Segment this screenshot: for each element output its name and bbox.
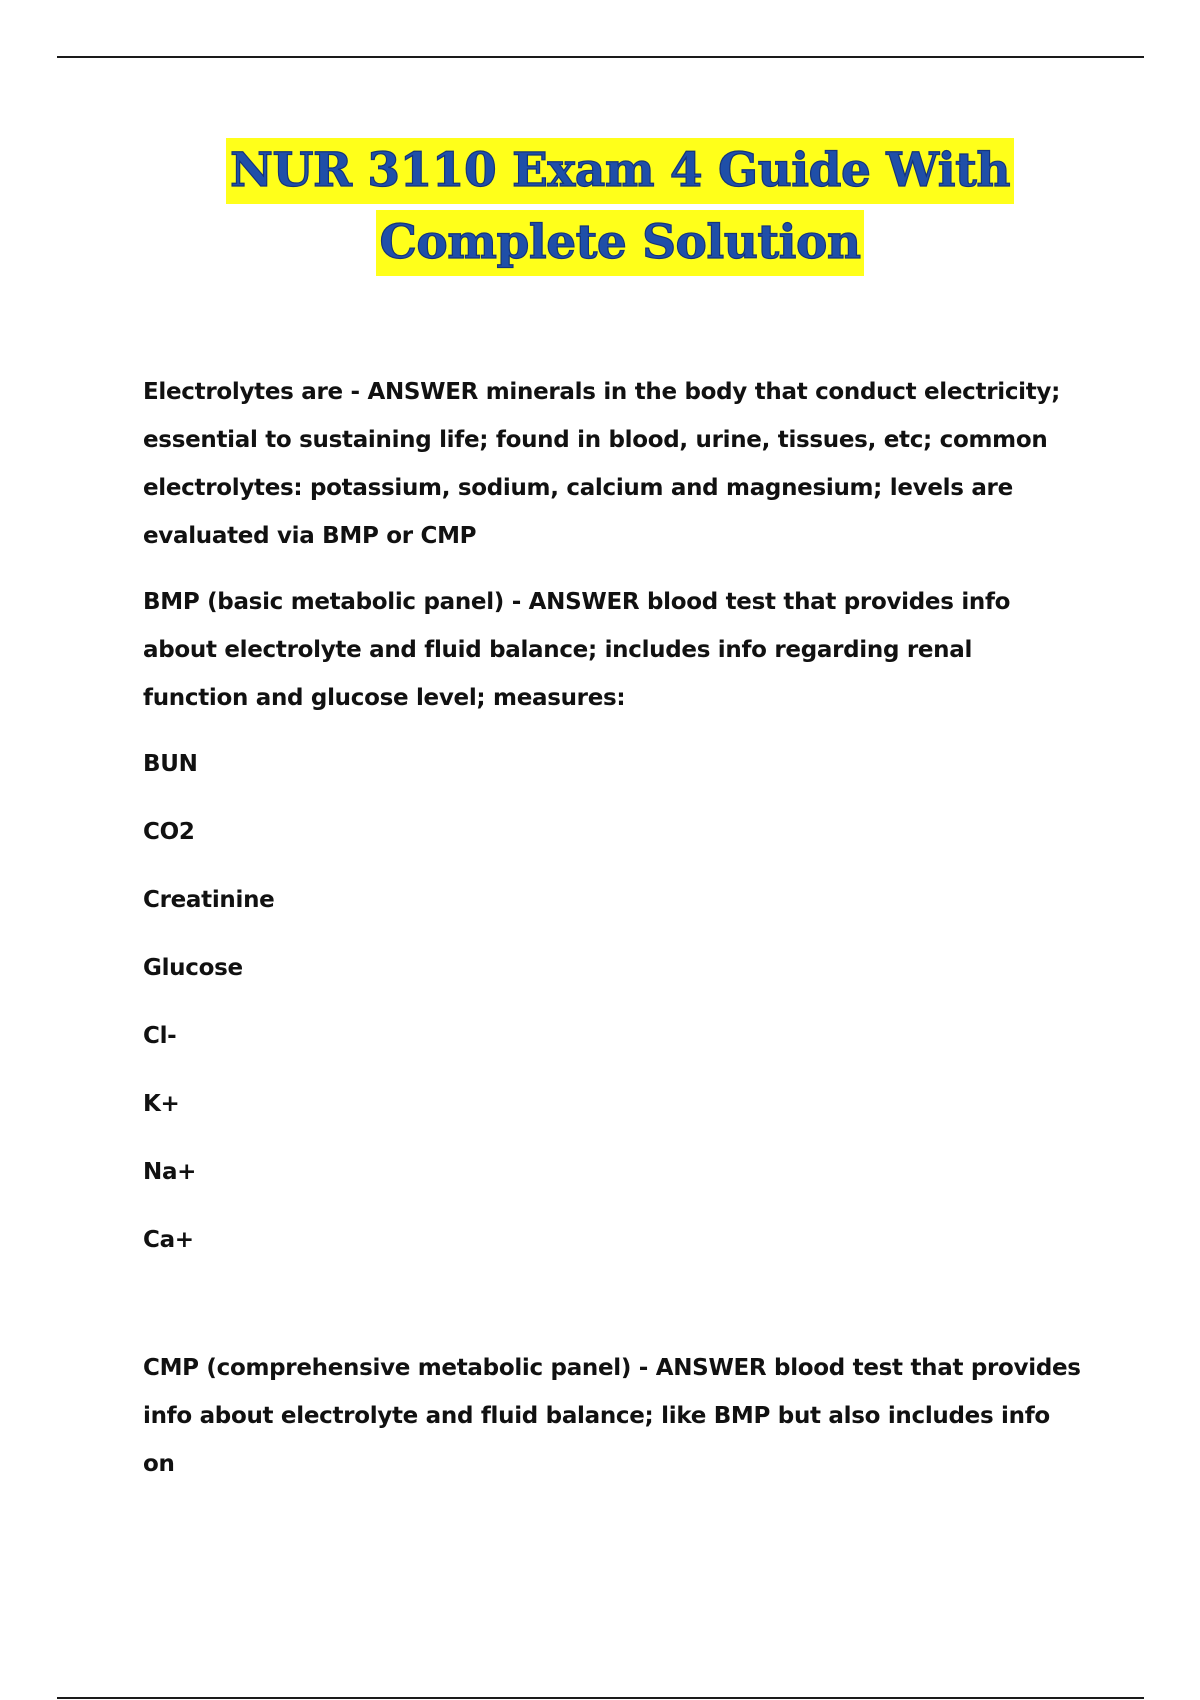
list-item: Cl-	[143, 1023, 177, 1049]
section-spacer	[143, 1284, 1083, 1344]
list-item: Creatinine	[143, 887, 275, 913]
title-line-2: Complete Solution	[376, 210, 865, 276]
title-line-1: NUR 3110 Exam 4 Guide With	[226, 138, 1014, 204]
list-item: Ca+	[143, 1227, 194, 1253]
top-rule	[57, 56, 1144, 58]
bmp-measures-list	[143, 740, 1083, 1264]
list-item: Glucose	[143, 955, 243, 981]
list-item: CO2	[143, 819, 195, 845]
paragraph-electrolytes: Electrolytes are - ANSWER minerals in the body that conduct electricity; essential to sustaining life; found in blood, urine, tissues, etc; common electrolytes: potassium, sodium, calcium and magnesium; levels are evaluated via BMP or CMP	[143, 379, 1061, 549]
paragraph-cmp: CMP (comprehensive metabolic panel) - ANSWER blood test that provides info about electrolyte and fluid balance; like BMP but also includes info on	[143, 1355, 1081, 1477]
list-item: Na+	[143, 1159, 197, 1185]
bottom-rule	[57, 1697, 1144, 1699]
list-item: K+	[143, 1091, 180, 1117]
paragraph-bmp: BMP (basic metabolic panel) - ANSWER blood test that provides info about electrolyte and fluid balance; includes info regarding renal function and glucose level; measures:	[143, 589, 1011, 711]
list-item: BUN	[143, 751, 198, 777]
document-title	[0, 138, 1200, 276]
document-body	[143, 368, 1083, 1506]
